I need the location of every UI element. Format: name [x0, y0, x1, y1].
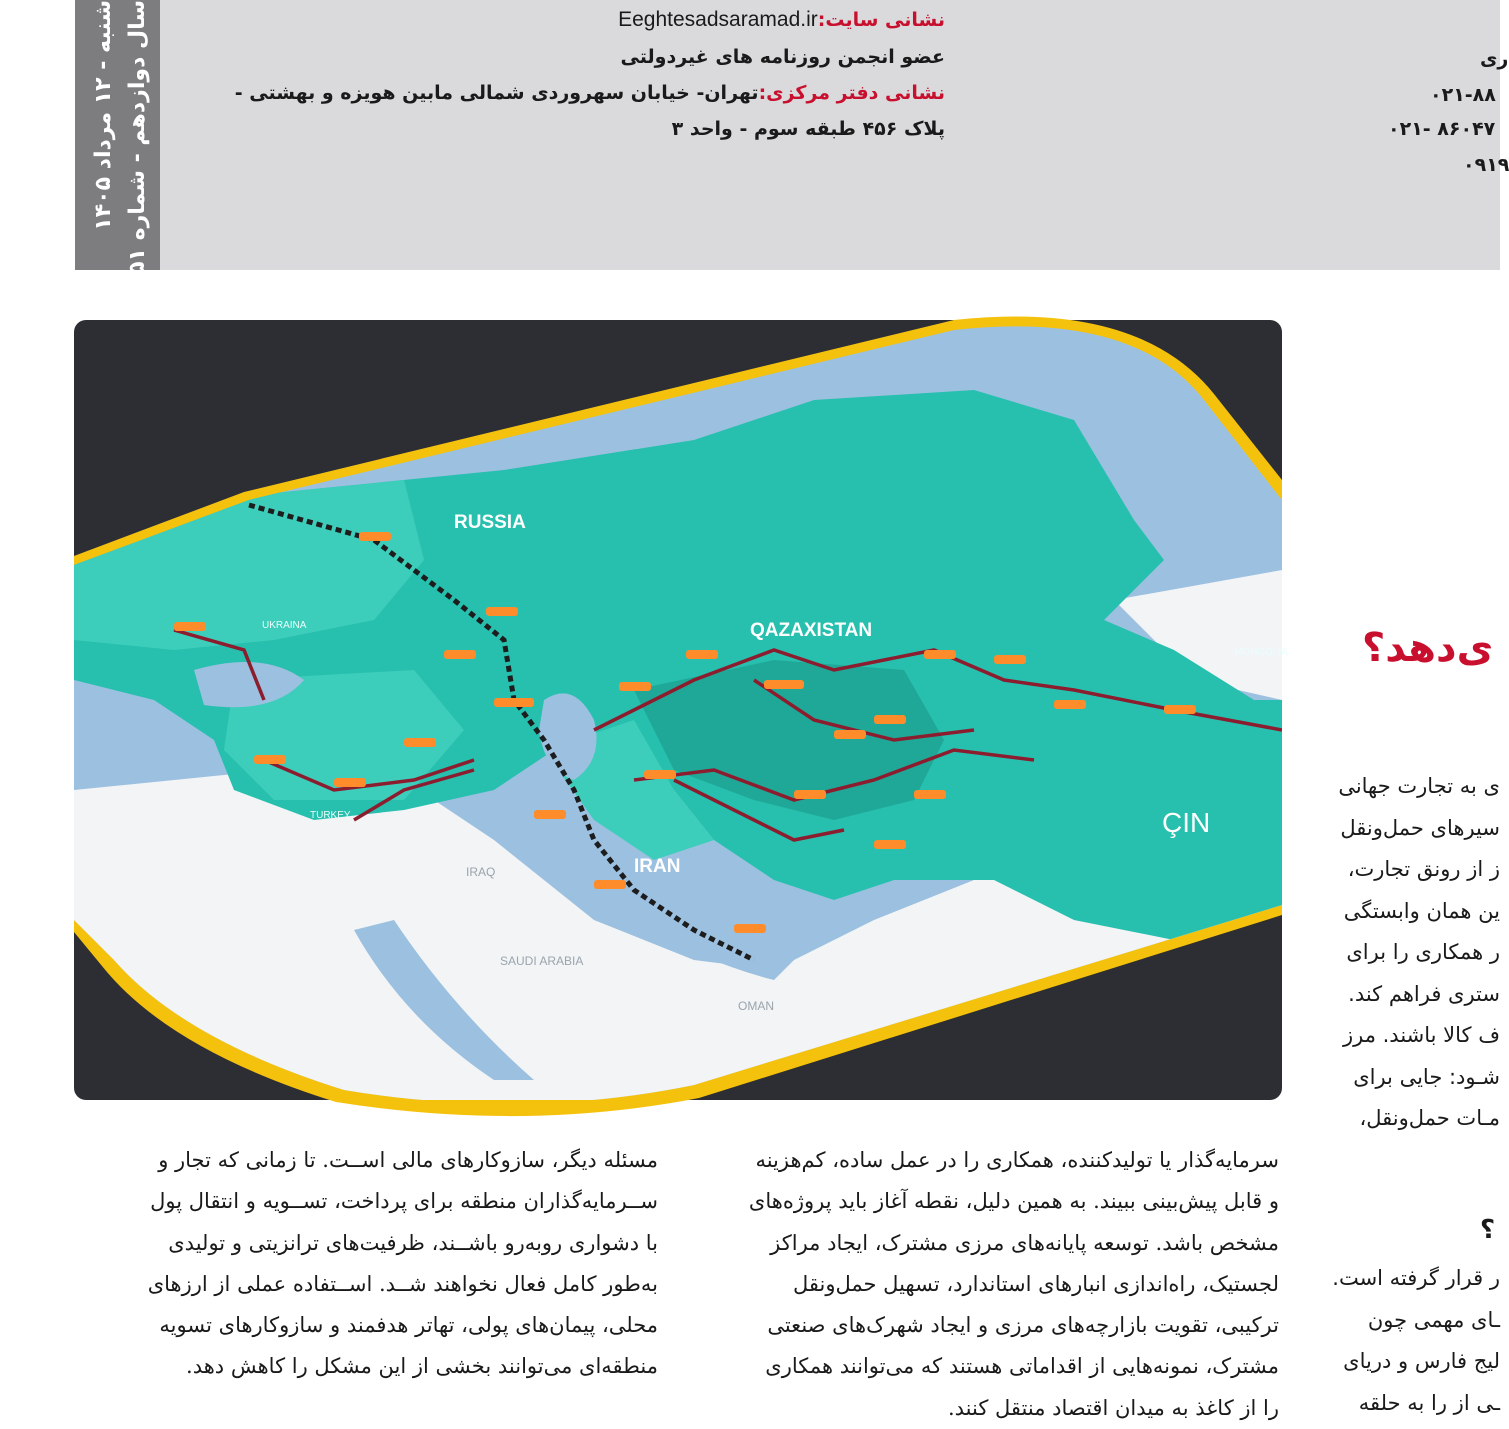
paragraph-line: لجستیک، راه‌اندازی انبارهای استاندارد، تسهیل حمل‌ونقل	[792, 1271, 1279, 1296]
site-url[interactable]: Eeghtesadsaramad.ir	[618, 8, 818, 31]
paragraph-line: سرمایه‌گذار یا تولیدکننده، همکاری را در عمل ساده، کم‌هزینه	[755, 1148, 1279, 1172]
article-headline: ی‌دهد؟	[1362, 625, 1494, 671]
right-line: ـی از را به حلقه	[1358, 1390, 1500, 1415]
label-cin: ÇIN	[1162, 807, 1211, 838]
paragraph-line: به‌طور کامل فعال نخواهند شــد. اســتفاده عملی از ارزهای	[147, 1271, 658, 1296]
label-saudi-arabia: SAUDI ARABIA	[500, 954, 584, 968]
article-column-left	[84, 1140, 658, 1400]
office-address-2: پلاک ۴۵۶ طبقه سوم - واحد ۳	[671, 118, 945, 140]
issue-line: سال دوازدهم - شماره ۲۵۵۱	[125, 0, 150, 302]
right-line: ر همکاری را برای	[1346, 940, 1500, 964]
paragraph-line: را از کاغذ به میدان اقتصاد منتقل کنند.	[947, 1395, 1279, 1420]
right-column-top	[1328, 766, 1500, 1146]
paragraph-line: مشترک، نمونه‌هایی از اقداماتی هستند که می‌توانند همکاری	[765, 1354, 1279, 1379]
right-column-bottom	[1328, 1258, 1500, 1415]
paragraph-line: با دشواری روبه‌رو باشــند، ظرفیت‌های ترانزیتی و تولیدی	[168, 1230, 658, 1255]
right-line: سیرهای حمل‌ونقل	[1340, 815, 1500, 840]
right-line: ین همان وابستگی	[1343, 898, 1500, 923]
right-line: لیج فارس و دریای	[1343, 1349, 1500, 1373]
label-russia: RUSSIA	[454, 512, 526, 533]
contact-line-3: ۰۲۱- ۸۶۰۴۷	[1388, 118, 1496, 140]
map-svg	[74, 320, 1288, 1100]
member-line: عضو انجمن روزنامه های غیردولتی	[620, 46, 945, 68]
right-line: ستری فراهم کند.	[1348, 981, 1500, 1006]
paragraph-line: مسئله دیگر، سازوکارهای مالی اســت. تا زمانی که تجار و	[158, 1148, 658, 1172]
label-turkey: TURKEY	[310, 810, 351, 821]
office-label: نشانی دفتر مرکزی:	[758, 82, 945, 104]
office-line	[235, 82, 945, 104]
date-line: شنبه - ۱۲ مرداد ۱۴۰۵	[91, 0, 116, 231]
right-line: ر قرار گرفته است.	[1332, 1266, 1500, 1290]
right-line: شـود: جایی برای	[1353, 1064, 1500, 1089]
date-band	[75, 0, 160, 302]
label-ukraina: UKRAINA	[262, 620, 307, 631]
label-qazaxistan: QAZAXISTAN	[750, 620, 873, 641]
label-iran: IRAN	[634, 856, 681, 877]
corridor-map	[74, 320, 1288, 1100]
right-line: ز از رونق تجارت،	[1347, 857, 1500, 881]
site-line	[618, 8, 945, 32]
site-label: نشانی سایت:	[817, 9, 945, 31]
paragraph-line: و قابل پیش‌بینی ببیند. به همین دلیل، نقطه آغاز باید پروژه‌های	[748, 1189, 1279, 1214]
paragraph-line: ســرمایه‌گذاران منطقه برای پرداخت، تســویه و انتقال پول	[150, 1189, 658, 1214]
contact-line-4: ۰۹۱۹	[1463, 154, 1509, 176]
right-line: ی به تجارت جهانی	[1338, 774, 1500, 798]
paragraph-line: ترکیبی، تقویت بازارچه‌های مرزی و ایجاد شهرک‌های صنعتی	[767, 1313, 1279, 1338]
paragraph-line: منطقه‌ای می‌توانند بخشی از این مشکل را کاهش دهد.	[186, 1354, 658, 1379]
paragraph-line: محلی، پیمان‌های پولی، تهاتر هدفمند و سازوکارهای تسویه	[159, 1313, 658, 1338]
label-iraq: IRAQ	[466, 865, 496, 879]
right-subhead: ؟	[1480, 1215, 1496, 1245]
right-line: ـای مهمی چون	[1367, 1307, 1500, 1332]
office-address-1: تهران- خیابان سهروردی شمالی مابین هویزه و بهشتی -	[234, 82, 759, 104]
paragraph-line: مشخص باشد. توسعه پایانه‌های مرزی مشترک، ایجاد مراکز	[770, 1230, 1279, 1255]
right-line: ف کالا باشند. مرز	[1342, 1023, 1500, 1047]
article-column-middle	[705, 1140, 1279, 1420]
label-mongolia: MONGOLIA	[1234, 647, 1288, 658]
right-line: مـات حمل‌ونقل،	[1359, 1106, 1500, 1130]
contact-line-2: ۰۲۱-۸۸	[1430, 84, 1496, 106]
contact-line-1: ری	[1480, 48, 1509, 70]
label-oman: OMAN	[738, 999, 774, 1013]
